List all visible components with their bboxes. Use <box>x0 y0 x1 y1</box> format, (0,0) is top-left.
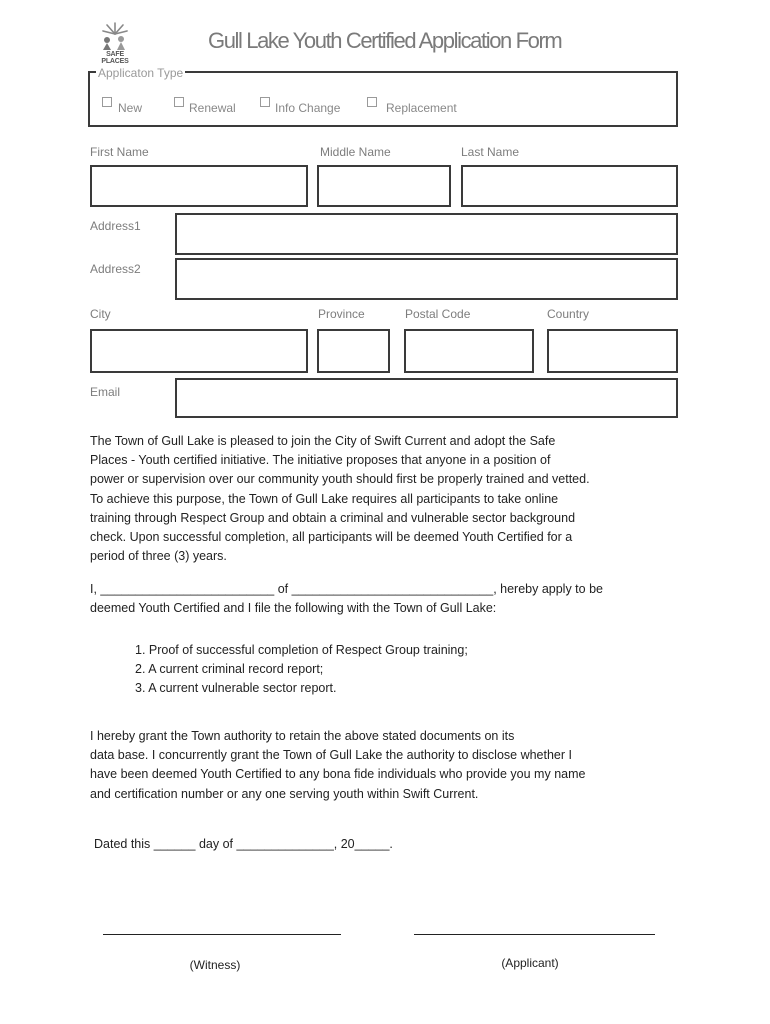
logo-text: SAFE PLACES <box>101 51 129 65</box>
intro-line: training through Respect Group and obtain a criminal and vulnerable sector background <box>90 510 576 525</box>
grant-line: I hereby grant the Town authority to retain the above stated documents on its <box>90 729 515 743</box>
address1-label: Address1 <box>90 219 141 233</box>
postal-code-label: Postal Code <box>405 307 471 321</box>
province-field[interactable] <box>317 329 390 373</box>
grant-paragraph <box>90 727 658 804</box>
address2-label: Address2 <box>90 262 141 276</box>
country-label: Country <box>547 307 590 321</box>
city-field[interactable] <box>90 329 308 373</box>
email-field[interactable] <box>175 378 678 418</box>
last-name-field[interactable] <box>461 165 678 207</box>
grant-line: and certification number or any one serving youth within Swift Current. <box>90 786 479 801</box>
middle-name-label: Middle Name <box>320 145 391 159</box>
witness-signature-line[interactable] <box>103 934 341 935</box>
application-type-legend: Applicaton Type <box>98 66 184 80</box>
list-item: 1. Proof of successful completion of Respect Group training; <box>135 643 468 657</box>
declaration-paragraph <box>90 580 658 618</box>
intro-paragraph <box>90 432 658 566</box>
info-change-label: Info Change <box>275 101 341 115</box>
requirements-list <box>135 641 635 699</box>
middle-name-field[interactable] <box>317 165 451 207</box>
intro-line: period of three (3) years. <box>90 549 227 564</box>
renewal-checkbox[interactable] <box>174 97 184 107</box>
grant-line: have been deemed Youth Certified to any bona fide individuals who provide you my name <box>90 767 586 782</box>
address1-field[interactable] <box>175 213 678 255</box>
witness-label: (Witness) <box>189 958 241 972</box>
last-name-label: Last Name <box>461 145 520 159</box>
postal-code-field[interactable] <box>404 329 534 373</box>
new-checkbox[interactable] <box>102 97 112 107</box>
list-item: 3. A current vulnerable sector report. <box>135 681 337 696</box>
address2-field[interactable] <box>175 258 678 300</box>
dated-line: Dated this ______ day of ______________, 20_____. <box>94 837 393 851</box>
email-label: Email <box>90 385 121 399</box>
province-label: Province <box>318 307 365 321</box>
first-name-label: First Name <box>90 145 149 159</box>
intro-line: power or supervision over our community youth should first be properly trained and vetted. <box>90 472 590 487</box>
replacement-checkbox[interactable] <box>367 97 377 107</box>
list-item: 2. A current criminal record report; <box>135 662 324 677</box>
info-change-checkbox[interactable] <box>260 97 270 107</box>
declaration-line: I, _________________________ of _____________________________, hereby apply to be <box>90 582 603 596</box>
intro-line: To achieve this purpose, the Town of Gull Lake requires all participants to take online <box>90 491 559 506</box>
page-title: Gull Lake Youth Certified Application Form <box>208 28 562 53</box>
first-name-field[interactable] <box>90 165 308 207</box>
city-label: City <box>90 307 111 321</box>
intro-line: check. Upon successful completion, all participants will be deemed Youth Certified for a <box>90 530 573 545</box>
replacement-label: Replacement <box>386 101 457 115</box>
applicant-label: (Applicant) <box>501 956 559 970</box>
country-field[interactable] <box>547 329 678 373</box>
applicant-signature-line[interactable] <box>414 934 655 935</box>
intro-line: Places - Youth certified initiative. The initiative proposes that anyone in a position of <box>90 453 551 468</box>
intro-line: The Town of Gull Lake is pleased to join the City of Swift Current and adopt the Safe <box>90 434 556 448</box>
grant-line: data base. I concurrently grant the Town of Gull Lake the authority to disclose whether I <box>90 748 572 763</box>
declaration-line: deemed Youth Certified and I file the following with the Town of Gull Lake: <box>90 601 497 616</box>
new-label: New <box>118 101 143 115</box>
renewal-label: Renewal <box>189 101 236 115</box>
